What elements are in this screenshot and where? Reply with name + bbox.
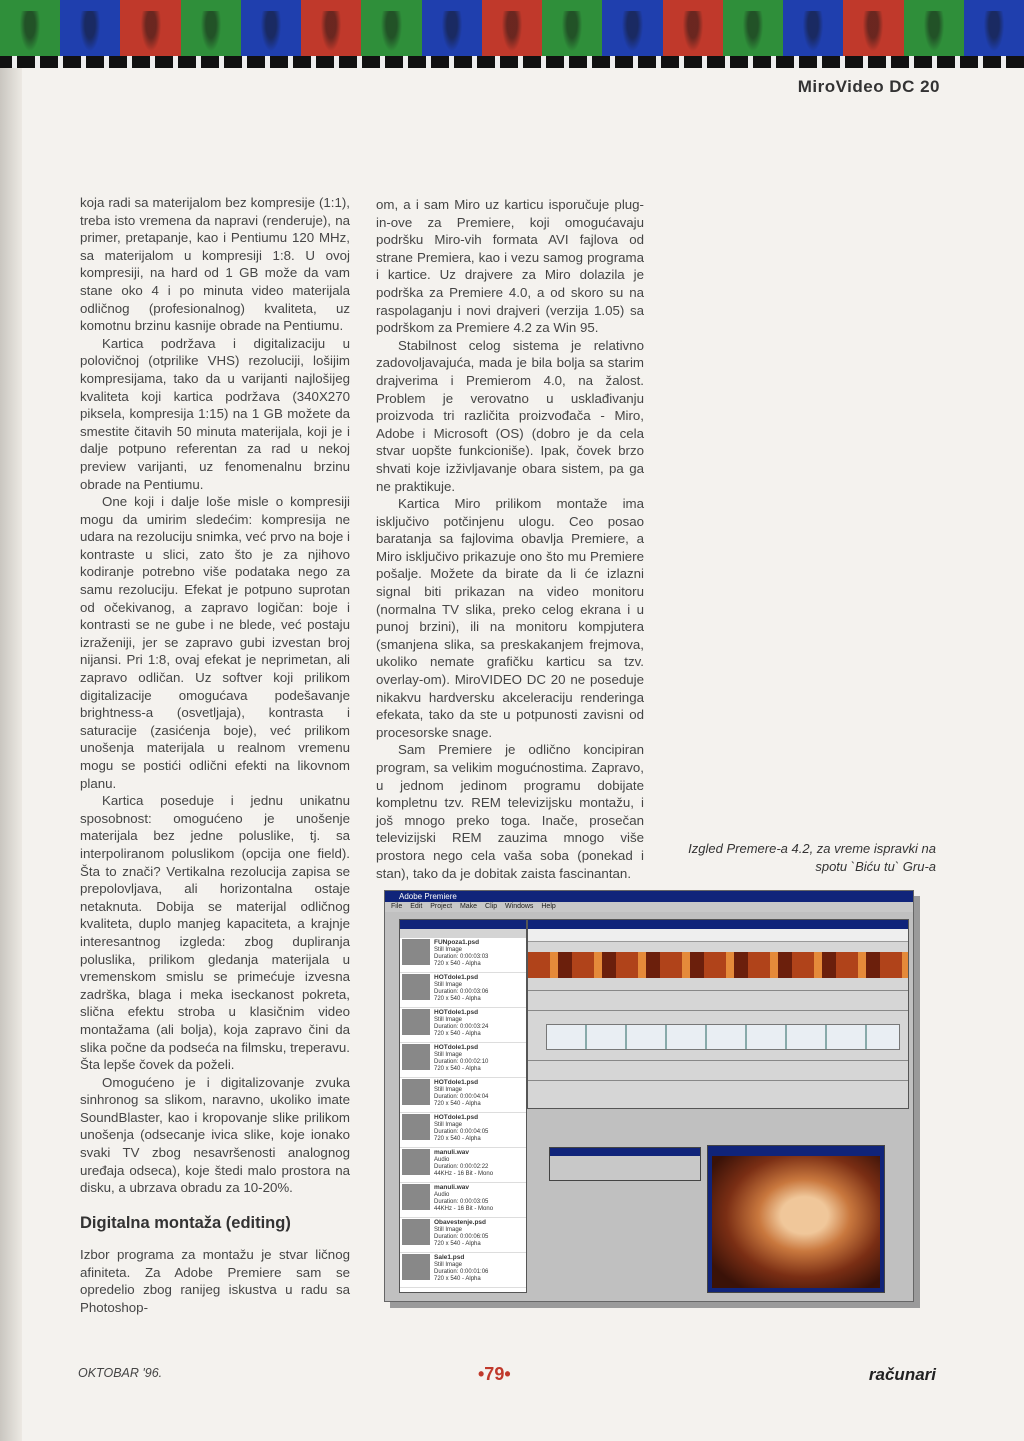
clip-thumbnail xyxy=(402,1149,430,1175)
article-column-1-continued xyxy=(80,1246,350,1316)
frame-figure xyxy=(440,11,464,56)
film-strip-banner xyxy=(0,0,1024,68)
clip-row[interactable] xyxy=(400,1113,526,1148)
clip-type: Audio xyxy=(434,1192,450,1198)
controller-window xyxy=(549,1147,701,1181)
paragraph: Izbor programa za montažu je stvar ličnog afiniteta. Za Adobe Premiere sam se opredelio zbog ranijeg iskustva u radu sa Photoshop- xyxy=(80,1247,350,1315)
clip-type: Still Image xyxy=(434,1017,463,1023)
clip-row[interactable] xyxy=(400,1148,526,1183)
clip-thumbnail xyxy=(402,1009,430,1035)
timeline-window xyxy=(527,919,909,1109)
film-frame xyxy=(904,0,964,56)
film-frame xyxy=(0,0,60,56)
clip-type: Still Image xyxy=(434,1227,463,1233)
clip-type: Audio xyxy=(434,1157,450,1163)
clip-duration: Duration: 0:00:04:05 xyxy=(434,1129,489,1135)
clip-thumbnail xyxy=(402,1254,430,1280)
clip-duration: Duration: 0:00:04:04 xyxy=(434,1094,489,1100)
clip-info xyxy=(434,1009,488,1041)
film-frame xyxy=(241,0,301,56)
clip-name: HOTdole1.psd xyxy=(434,1114,479,1121)
clip-row[interactable] xyxy=(400,973,526,1008)
film-frame xyxy=(361,0,421,56)
clip-type: Still Image xyxy=(434,947,463,953)
clip-thumbnail xyxy=(402,974,430,1000)
clip-thumbnail xyxy=(402,1044,430,1070)
frame-figure xyxy=(801,11,825,56)
film-frame xyxy=(422,0,482,56)
clip-name: manuli.wav xyxy=(434,1149,470,1156)
clip-duration: Duration: 0:00:02:10 xyxy=(434,1059,489,1065)
film-frame xyxy=(120,0,180,56)
clip-thumbnail xyxy=(402,1219,430,1245)
frame-figure xyxy=(681,11,705,56)
frame-figure xyxy=(741,11,765,56)
film-frame xyxy=(964,0,1024,56)
page-header-title: MiroVideo DC 20 xyxy=(797,77,940,96)
film-frame xyxy=(301,0,361,56)
clip-row[interactable] xyxy=(400,1183,526,1218)
clip-size: 720 x 540 - Alpha xyxy=(434,1136,481,1142)
app-title-bar: Adobe Premiere xyxy=(385,891,913,902)
clip-size: 720 x 540 - Alpha xyxy=(434,961,481,967)
clip-row[interactable] xyxy=(400,1253,526,1288)
track-divider xyxy=(528,1080,908,1081)
clip-type: Still Image xyxy=(434,982,463,988)
clip-size: 720 x 540 - Alpha xyxy=(434,1241,481,1247)
premiere-screenshot xyxy=(384,890,914,1302)
article-column-2 xyxy=(376,196,644,882)
film-frame xyxy=(602,0,662,56)
clip-thumbnail xyxy=(402,939,430,965)
clip-info xyxy=(434,1254,488,1286)
clip-info xyxy=(434,1149,493,1181)
clip-info xyxy=(434,1184,493,1216)
clip-row[interactable] xyxy=(400,938,526,973)
track-divider xyxy=(528,1010,908,1011)
paragraph: om, a i sam Miro uz karticu isporučuje plug-in-ove za Premiere, koji omogućavaju podršku Miro-vih formata AVI fajlova od strane Premiera, kao i vezu samog programa i kartice. Uz drajvere za Miro dolazila je podrška za Premiere 4.0, a od skoro su na raspolaganju i novi drajveri (verzija 1.05) sa podrškom za Premiere 4.2 za Win 95. xyxy=(376,197,644,336)
timeline-title-bar xyxy=(528,920,908,929)
clip-info xyxy=(434,1044,488,1076)
preview-window xyxy=(707,1145,885,1293)
clip-duration: Duration: 0:00:03:06 xyxy=(434,989,489,995)
frame-figure xyxy=(18,11,42,56)
frame-figure xyxy=(319,11,343,56)
clip-thumbnail xyxy=(402,1079,430,1105)
page-spine-shadow xyxy=(0,68,22,1441)
project-columns xyxy=(400,929,526,938)
paragraph: Omogućeno je i digitalizovanje zvuka sinhronog sa slikom, naravno, ukoliko imate SoundBlaster, kao i kropovanje slike prilikom unošenja (odsecanje ivica slike, koje ionako svaki TV zbog nesavršenosti analognog uređaja odseca), koje štedi malo prostora na disku, a ubrzava obradu za 10-20%. xyxy=(80,1074,350,1196)
clip-row[interactable] xyxy=(400,1078,526,1113)
clip-size: 720 x 540 - Alpha xyxy=(434,1276,481,1282)
issue-date: OKTOBAR '96. xyxy=(78,1366,163,1380)
page-number: •79• xyxy=(478,1364,511,1384)
clip-thumbnail xyxy=(402,1114,430,1140)
project-title-bar xyxy=(400,920,526,929)
clip-thumbnail xyxy=(402,1184,430,1210)
frame-figure xyxy=(922,11,946,56)
frame-figure xyxy=(199,11,223,56)
paragraph: One koji i dalje loše misle o kompresiji mogu da umirim sledećim: kompresija ne udara na rezoluciju snimka, već prvo na boje i kontraste u slici, zato što je za njihovo kodiranje potrebno više podataka nego za samu rezoluciju. Efekat je potpuno suprotan od očekivanog, a zapravo logičan: boje i kontrasti se ne gube i ne blede, već postaju izraženiji, jer se zapravo gubi izvestan broj nijansi. Pri 1:8, ovaj efekat je neprimetan, ali zapravo odličan. Uz softver koji prilikom digitalizacije omogućava podešavanje brightness-a (osvetljaja), kontrasta i saturacije (zasićenja boje), već prilikom unošenja materijala u realnom vremenu mogu se postići odlični efekti na likovnom planu. xyxy=(80,494,350,791)
clip-size: 720 x 540 - Alpha xyxy=(434,1101,481,1107)
clip-type: Still Image xyxy=(434,1087,463,1093)
clip-name: HOTdole1.psd xyxy=(434,974,479,981)
clip-info xyxy=(434,939,488,971)
clip-size: 44KHz - 16 Bit - Mono xyxy=(434,1171,494,1177)
clip-row[interactable] xyxy=(400,1008,526,1043)
clip-row[interactable] xyxy=(400,1218,526,1253)
clip-row[interactable] xyxy=(400,1043,526,1078)
clip-name: Sale1.psd xyxy=(434,1254,465,1261)
paragraph: Kartica Miro prilikom montaže ima isključivo potčinjenu ulogu. Ceo posao baratanja sa fajlovima obavlja Premiere, a Miro isključivo prikazuje ono što mu Premiere pošalje. Možete da birate da li će izlazni signal biti prikazan na video monitoru (normalna TV slika, preko celog ekrana i u punoj brzini), ili na monitoru kompjutera (smanjena slika, sa preskakanjem frejmova, ukoliko nemate grafičku karticu sa tzv. overlay-om). MiroVIDEO DC 20 ne poseduje nikakvu hardversku akceleraciju renderinga efekata, tako da ste u potpunosti zavisni od procesorske snage. xyxy=(376,496,644,740)
controller-title-bar xyxy=(550,1148,700,1156)
timeline-ruler xyxy=(528,929,908,942)
clip-list xyxy=(400,938,526,1288)
clip-type: Still Image xyxy=(434,1122,463,1128)
film-frame xyxy=(181,0,241,56)
frame-figure xyxy=(259,11,283,56)
clip-info xyxy=(434,974,488,1006)
film-frame xyxy=(60,0,120,56)
frame-figure xyxy=(982,11,1006,56)
paragraph: Kartica poseduje i jednu unikatnu sposobnost: omogućeno je unošenje materijala bez jedne poluslike, tj. sa interpoliranom poluslikom (opcija one field). Šta to znači? Vertikalna rezolucija zapisa se prepolovljava, ali horizontalna ostaje netaknuta. Dobija se materijal odličnog kvaliteta, duplo manjeg kapaciteta, a krajnje interesantnog izgleda: zbog dupliranja poluslika, prilikom gledanja materijala u vremenskom smislu se primećuje izvesna zadrška, blaga i meka iseckanost pokreta, slična efektu stroba u klasičnim video montažama (ali bolja), koja zapravo čini da slika počne da podseća na filmsku, treperavu. Šta lepše čovek da poželi. xyxy=(80,793,350,1073)
film-frame xyxy=(723,0,783,56)
film-frame xyxy=(482,0,542,56)
film-frame xyxy=(843,0,903,56)
clip-name: HOTdole1.psd xyxy=(434,1044,479,1051)
frame-figure xyxy=(560,11,584,56)
paragraph: Kartica podržava i digitalizaciju u polovičnoj (otprilike VHS) rezoluciji, lošijim kompresijama, tako da u varijanti najlošijeg kvaliteta koji kartica podržava (340X270 piksela, kompresija 1:15) na 1 GB možete da smestite čitavih 50 minuta materijala, koji je i dalje potpuno referentan za rad u nekoj preview varijanti, uz fenomenalnu brzinu obrade na Pentiumu. xyxy=(80,335,350,492)
clip-size: 44KHz - 16 Bit - Mono xyxy=(434,1206,494,1212)
clip-size: 720 x 540 - Alpha xyxy=(434,996,481,1002)
clip-info xyxy=(434,1079,488,1111)
frame-figure xyxy=(861,11,885,56)
clip-size: 720 x 540 - Alpha xyxy=(434,1066,481,1072)
clip-duration: Duration: 0:00:02:22 xyxy=(434,1164,489,1170)
video-track-b xyxy=(546,1024,900,1050)
video-track-a xyxy=(528,952,908,978)
paragraph: Stabilnost celog sistema je relativno zadovoljavajuća, mada je bila bolja sa starim drajverima i Premierom 4.0, na žalost. Problem je verovatno u usklađivanju proizvoda tri različita proizvođača - Miro, Adobe i Microsoft (OS) (dobro je da cela stvar uopšte funkcioniše). Ipak, čovek brzo shvati koje izživljavanje obara sistem, pa ga ne praktikuje. xyxy=(376,337,644,494)
clip-info xyxy=(434,1114,488,1146)
film-frame xyxy=(783,0,843,56)
clip-name: FUNpoza1.psd xyxy=(434,939,480,946)
paragraph: koja radi sa materijalom bez kompresije (1:1), treba isto vremena da napravi (renderuje), na primer, pretapanje, kao i Pentiumu 120 MHz, sa materijalom u kompresiji 1:8. U ovoj kompresiji, na hard od 1 GB može da vam stane oko 4 i po minuta video materijala odličnog (profesionalnog) kvaliteta, uz komotnu brzinu kasnije obrade na Pentiumu. xyxy=(80,195,350,334)
clip-name: manuli.wav xyxy=(434,1184,470,1191)
track-divider xyxy=(528,990,908,991)
film-frames xyxy=(0,0,1024,56)
film-perforations xyxy=(0,56,1024,68)
clip-duration: Duration: 0:00:01:06 xyxy=(434,1269,489,1275)
section-heading: Digitalna montaža (editing) xyxy=(80,1214,291,1232)
clip-size: 720 x 540 - Alpha xyxy=(434,1031,481,1037)
clip-type: Still Image xyxy=(434,1052,463,1058)
film-frame xyxy=(663,0,723,56)
clip-info xyxy=(434,1219,488,1251)
film-frame xyxy=(542,0,602,56)
frame-figure xyxy=(500,11,524,56)
magazine-logo: računari xyxy=(868,1365,936,1384)
frame-figure xyxy=(379,11,403,56)
frame-figure xyxy=(139,11,163,56)
frame-figure xyxy=(620,11,644,56)
clip-duration: Duration: 0:00:03:24 xyxy=(434,1024,489,1030)
paragraph: Sam Premiere je odlično koncipiran program, sa velikim mogućnostima. Zapravo, u jednom jedinom programu dobijate kompletnu tzv. REM televizijsku montažu, i još mnogo preko toga. Inače, prosečan televizijski REM zauzima mnogo više prostora nego cela vaša soba (ponekad i stan), tako da je dobitak zaista fascinantan. xyxy=(376,742,644,881)
clip-duration: Duration: 0:00:03:05 xyxy=(434,1199,489,1205)
preview-image xyxy=(712,1156,880,1288)
clip-type: Still Image xyxy=(434,1262,463,1268)
clip-name: HOTdole1.psd xyxy=(434,1079,479,1086)
clip-name: HOTdole1.psd xyxy=(434,1009,479,1016)
project-window xyxy=(399,919,527,1293)
article-column-1 xyxy=(80,194,350,1197)
clip-duration: Duration: 0:00:03:03 xyxy=(434,954,489,960)
clip-name: Obavestenje.psd xyxy=(434,1219,487,1226)
clip-duration: Duration: 0:00:06:05 xyxy=(434,1234,489,1240)
app-menu-bar: File Edit Project Make Clip Windows Help xyxy=(385,902,913,912)
frame-figure xyxy=(78,11,102,56)
track-divider xyxy=(528,1060,908,1061)
figure-caption: Izgled Premere-a 4.2, za vreme ispravki na spotu `Biću tu` Gru-a xyxy=(688,841,936,874)
